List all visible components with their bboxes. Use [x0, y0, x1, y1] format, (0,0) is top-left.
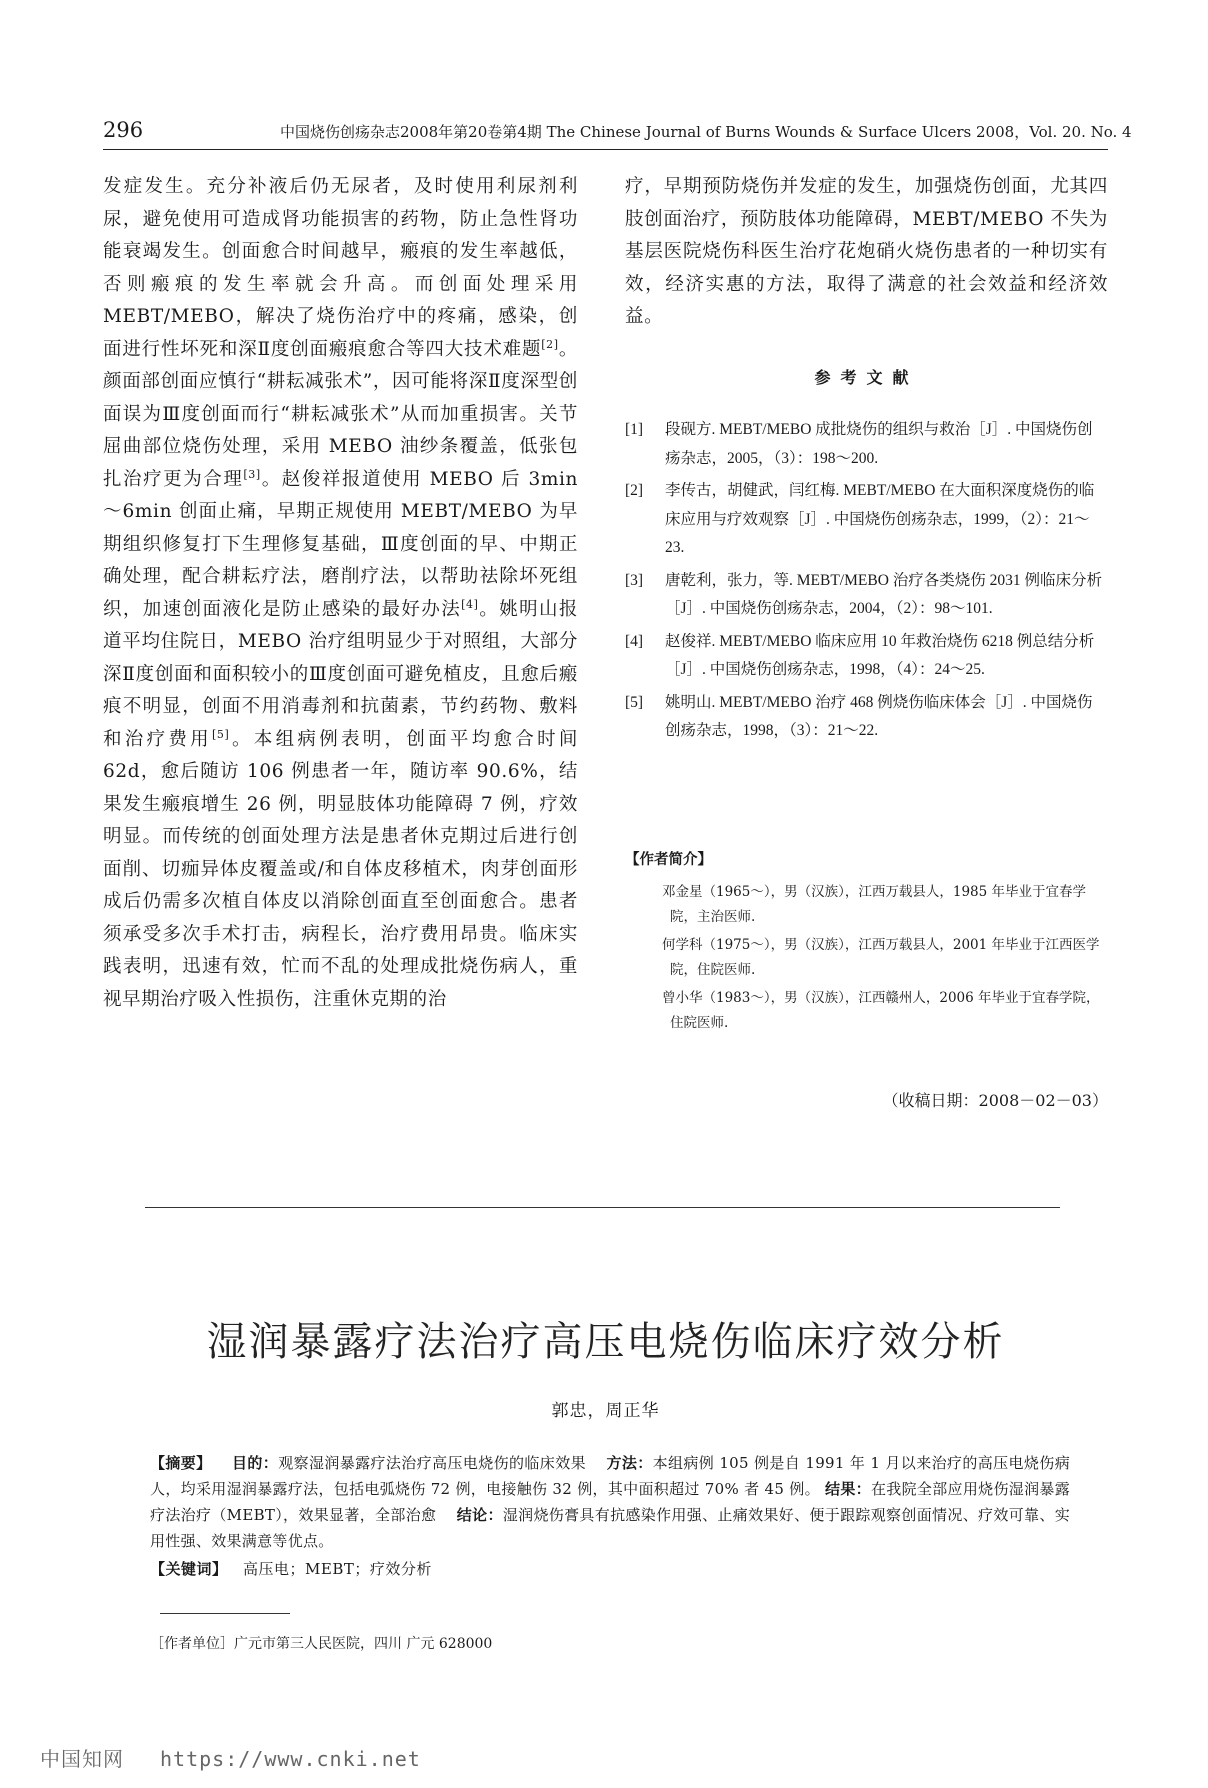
- citation: [2]: [541, 337, 559, 351]
- reference-number: [2]: [625, 482, 644, 499]
- result-label: 结果：: [825, 1480, 871, 1498]
- reference-item: [625, 416, 1108, 473]
- cnki-watermark: [40, 1743, 421, 1772]
- watermark-cn: 中国知网: [40, 1747, 124, 1771]
- body-text: 。本组病例表明，创面平均愈合时间 62d，愈后随访 106 例患者一年，随访率 90.6%，结果发生瘢痕增生 26 例，明显肢体功能障碍 7 例，疗效明显。而传统的创面处理方法是患者休克期过后进行创面削、切痂异体皮覆盖或/和自体皮移植术，肉芽创面形成后仍需多次植自体皮以消除创面直至创面愈合。患者须承受多次手术打击，病程长，治疗费用昂贵。临床实践表明，迅速有效，忙而不乱的处理成批烧伤病人，重视早期治疗吸入性损伤，注重休克期的治: [103, 728, 578, 1010]
- keywords: [150, 1558, 432, 1579]
- body-paragraph: [103, 171, 578, 1016]
- objective-text: 观察湿润暴露疗法治疗高压电烧伤的临床效果: [278, 1454, 586, 1472]
- author-bio: 曾小华（1983～），男（汉族），江西赣州人，2006 年毕业于宜春学院，住院医师.: [662, 990, 1100, 1031]
- right-column: [625, 171, 1108, 334]
- reference-item: [625, 567, 1108, 624]
- header-rule: [103, 149, 1108, 150]
- article-authors: 郭忠，周正华: [551, 1401, 660, 1421]
- left-column: [103, 171, 578, 1016]
- keywords-text: 高压电；MEBT；疗效分析: [243, 1560, 432, 1578]
- reference-item: [625, 689, 1108, 746]
- author-intro-heading: 【作者简介】: [625, 851, 712, 868]
- body-text: 发症发生。充分补液后仍无尿者，及时使用利尿剂利尿，避免使用可造成肾功能损害的药物，防止急性肾功能衰竭发生。创面愈合时间越早，瘢痕的发生率越低，否则瘢痕的发生率就会升高。而创面处理采用 MEBT/MEBO，解决了烧伤治疗中的疼痛，感染，创面进行性坏死和深Ⅱ度创面瘢痕愈合等四大技术难题: [103, 176, 578, 360]
- reference-number: [5]: [625, 693, 644, 711]
- method-text: 本组病例 105 例是自 1991 年 1 月以来治疗的高压电烧伤病人，均采用湿润暴露疗法，包括电弧烧伤 72 例，电接触伤 32 例，其中面积超过 70% 者 45 例。: [150, 1454, 1070, 1498]
- reference-number: [3]: [625, 571, 644, 589]
- abstract-label: 【摘要】: [150, 1454, 212, 1472]
- body-paragraph: 疗，早期预防烧伤并发症的发生，加强烧伤创面，尤其四肢创面治疗，预防肢体功能障碍，MEBT/MEBO 不失为基层医院烧伤科医生治疗花炮硝火烧伤患者的一种切实有效，经济实惠的方法，取得了满意的社会效益和经济效益。: [625, 176, 1108, 327]
- author-bio: 何学科（1975～），男（汉族），江西万载县人，2001 年毕业于江西医学院，住院医师.: [662, 937, 1100, 978]
- keywords-label: 【关键词】: [150, 1560, 228, 1578]
- body-text: 。赵俊祥报道使用 MEBO 后 3min～6min 创面止痛，早期正规使用 MEBT/MEBO 为早期组织修复打下生理修复基础，Ⅲ度创面的早、中期正确处理，配合耕耘疗法，磨削疗法，以帮助祛除坏死组织，加速创面液化是防止感染的最好办法: [103, 468, 578, 620]
- reference-list: [625, 416, 1108, 750]
- citation: [3]: [243, 467, 261, 481]
- objective-label: 目的：: [232, 1454, 279, 1472]
- body-text: 。颜面部创面应慎行“耕耘减张术”，因可能将深Ⅱ度深型创面误为Ⅲ度创面而行“耕耘减张术”从而加重损害。关节屈曲部位烧伤处理，采用 MEBO 油纱条覆盖，低张包扎治疗更为合理: [103, 338, 578, 490]
- journal-running-header: 中国烧伤创疡杂志2008年第20卷第4期 The Chinese Journal of Burns Wounds & Surface Ulcers 2008，Vol. 20. No. 4: [280, 123, 1132, 141]
- article-title: 湿润暴露疗法治疗高压电烧伤临床疗效分析: [206, 1319, 1005, 1365]
- author-bio: 邓金星（1965～），男（汉族），江西万载县人，1985 年毕业于宜春学院，主治医师.: [662, 884, 1087, 925]
- result-text: 在我院全部应用烧伤湿润暴露疗法治疗（MEBT），效果显著，全部治愈: [150, 1480, 1071, 1524]
- page-number: 296: [103, 118, 144, 142]
- reference-text: 唐乾利，张力，等. MEBT/MEBO 治疗各类烧伤 2031 例临床分析［J］. 中国烧伤创疡杂志，2004，（2）：98～101.: [665, 571, 1103, 617]
- author-intro-list: [650, 880, 1105, 1039]
- reference-text: 姚明山. MEBT/MEBO 治疗 468 例烧伤临床体会［J］. 中国烧伤创疡杂志，1998，（3）：21～22.: [665, 693, 1093, 739]
- footnote-rule: [160, 1613, 290, 1614]
- section-divider: [145, 1207, 1060, 1208]
- citation: [4]: [461, 597, 479, 611]
- reference-text: 赵俊祥. MEBT/MEBO 临床应用 10 年救治烧伤 6218 例总结分析［J］. 中国烧伤创疡杂志，1998，（4）：24～25.: [665, 632, 1095, 678]
- reference-number: [4]: [625, 632, 644, 650]
- received-date: （收稿日期：2008－02－03）: [882, 1091, 1108, 1110]
- reference-item: [625, 628, 1108, 685]
- reference-number: [1]: [625, 421, 644, 438]
- conclusion-label: 结论：: [456, 1506, 503, 1524]
- body-text: 。姚明山报道平均住院日，MEBO 治疗组明显少于对照组，大部分深Ⅱ度创面和面积较小的Ⅲ度创面可避免植皮，且愈后瘢痕不明显，创面不用消毒剂和抗菌素，节约药物、敷料和治疗费用: [103, 598, 578, 750]
- reference-text: 李传古，胡健武，闫红梅. MEBT/MEBO 在大面积深度烧伤的临床应用与疗效观察［J］. 中国烧伤创疡杂志，1999，（2）：21～23.: [665, 482, 1095, 556]
- reference-item: [625, 477, 1108, 563]
- citation: [5]: [211, 727, 230, 741]
- watermark-url: https://www.cnki.net: [160, 1747, 421, 1771]
- method-label: 方法：: [606, 1454, 653, 1472]
- author-affiliation: ［作者单位］广元市第三人民医院，四川 广元 628000: [150, 1636, 493, 1652]
- conclusion-text: 湿润烧伤膏具有抗感染作用强、止痛效果好、便于跟踪观察创面情况、疗效可靠、实用性强、效果满意等优点。: [150, 1506, 1070, 1550]
- abstract: [150, 1450, 1070, 1554]
- reference-text: 段砚方. MEBT/MEBO 成批烧伤的组织与救治［J］. 中国烧伤创疡杂志，2005，（3）：198～200.: [665, 421, 1093, 467]
- references-heading: 参考文献: [814, 368, 919, 387]
